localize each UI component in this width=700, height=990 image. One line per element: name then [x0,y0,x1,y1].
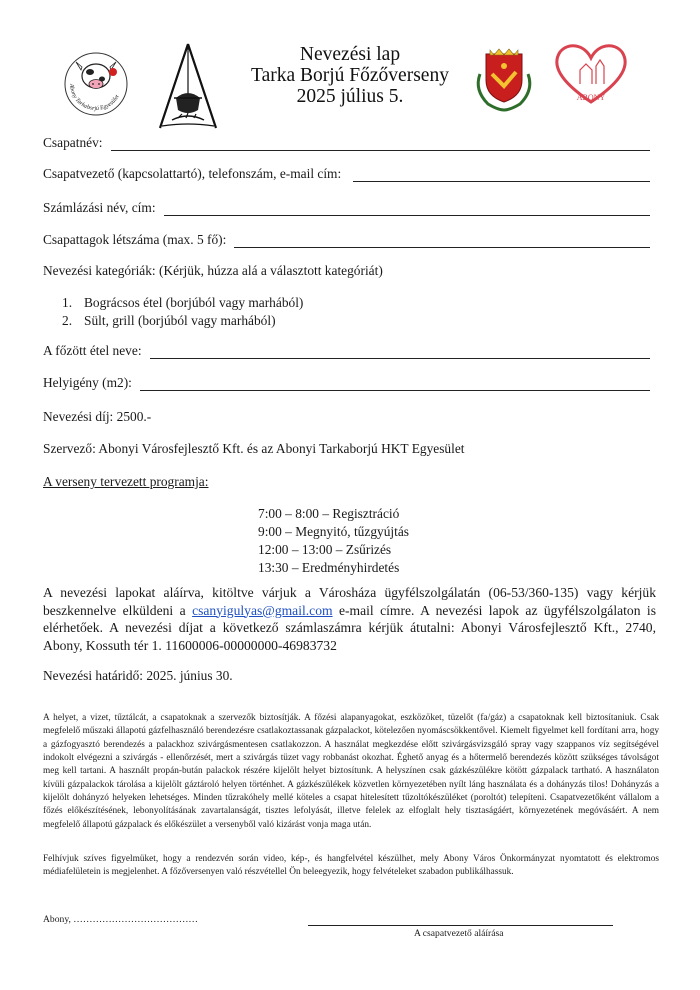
coat-of-arms-icon [472,44,536,112]
team-name-label: Csapatnév: [43,135,103,150]
submission-paragraph [43,584,656,654]
schedule-item: 9:00 – Megnyitó, tűzgyújtás [258,524,410,539]
organizer-text: Szervező: Abonyi Városfejlesztő Kft. és az Abonyi Tarkaborjú HKT Egyesület [43,441,465,456]
email-link[interactable]: csanyigulyas@gmail.com [192,602,333,618]
billing-field[interactable] [43,200,650,216]
space-line[interactable] [140,378,650,391]
list-item[interactable]: 2. Sült, grill (borjúból vagy marhából) [62,313,276,328]
submission-text-1: A nevezési lapokat aláírva, kitöltve várjuk a Városháza ügyfélszolgálatán (06-53/360-135) vagy kérjük beszkennelve elküldeni a [43,585,656,618]
abony-coat-of-arms [472,44,536,112]
dish-label: A főzött étel neve: [43,343,142,358]
logo-left-text: Abony Tarkaborjú Egyesület [67,83,121,113]
space-label: Helyigény (m2): [43,375,132,390]
page-title [210,44,490,107]
billing-label: Számlázási név, cím: [43,200,156,215]
cow-logo-icon [62,50,130,118]
title-line-3: 2025 július 5. [296,86,404,107]
abony-heart-logo [548,40,634,106]
space-field[interactable] [43,375,650,391]
logo-right-text: ABONY [576,93,606,102]
team-name-field[interactable] [43,135,650,151]
signature-line[interactable] [308,925,613,926]
leader-field[interactable] [43,166,650,182]
dish-line[interactable] [150,346,650,359]
tarkaborju-logo [62,50,130,118]
categories-intro: Nevezési kategóriák: (Kérjük, húzza alá a választott kategóriát) [43,263,383,278]
schedule-item: 13:30 – Eredményhirdetés [258,560,400,575]
heart-icon [548,40,634,106]
title-line-2: Tarka Borjú Főzőverseny [251,65,449,86]
signature-label: A csapatvezető aláírása [414,928,504,939]
signature-place: Abony, ………………………………… [43,914,199,925]
category-list [62,294,303,330]
leader-line[interactable] [353,169,650,182]
program-heading: A verseny tervezett programja: [43,474,209,489]
schedule-item: 12:00 – 13:00 – Zsűrizés [258,542,392,557]
title-line-1: Nevezési lap [299,44,401,65]
members-line[interactable] [234,235,650,248]
dish-field[interactable] [43,343,650,359]
submission-text-2: e-mail címre. A nevezési lapok az ügyfélszolgálaton is elérhetőek. A nevezési díjat a következő számlaszámra kérjük átutalni: Abonyi Városfejlesztő Kft., 2740, Abony, Kossuth tér 1. 11600006-00000000-46983732 [43,602,656,653]
fee-text: Nevezési díj: 2500.- [43,409,152,424]
billing-line[interactable] [164,203,650,216]
list-item[interactable]: 1. Bográcsos étel (borjúból vagy marhából) [62,295,304,310]
media-paragraph: Felhívjuk szíves figyelmüket, hogy a rendezvén során video, kép-, és hangfelvétel készülhet, mely Abony Város Önkormányzat nyomtatott és elektromos médiafelületein is megjelenhet. A főzőversenyen való részvétellel Ön beleegyezik, hogy felvételeket szabadon publikálhassuk. [43,854,659,878]
team-name-line[interactable] [111,138,651,151]
program-schedule [258,505,409,577]
rules-paragraph: A helyet, a vizet, tűztálcát, a csapatoknak a szervezők biztosítják. A főzési alapanyagokat, eszközöket, tüzelőt (fa/gáz) a csapatoknak kell biztosítaniuk. Csak megfelelő műszaki állapotú gázfelhasználó berendezésre csatlakoztassanak gázpalackot, kötelezően nyomáscsökkentővel. Kiemelt figyelmet kell fordítani arra, hogy a gázfogyasztó berendezés a palackhoz szivárgásmentesen csatlakozzon. A használat megkezdése előtt szivárgásvizsgáló spray vagy szappanos víz segítségével indokolt elvégezni a szivárgás - ellenőrzését, mert a szivárgás tüzet vagy robbanást okozhat. Éghető anyag és a hőtermelő berendezés között szükséges távolságot meg kell tartani. A használt propán-bután palackok részére kijelölt helyet biztosítunk. A helyszínen csak gázkészülékre kötött gázpalack tartható. A használaton kívüli gázpalackok tárolása a kijelölt gáztároló helyen történhet. A gázkészülékek közvetlen környezetében nyílt láng használata és a dohányzás tilos! Dohányzás a kijelölt dohányzó helyeken lehetséges. Minden tűzrakóhely mellé köteles a csapat hitelesített tűzoltókészüléket (poroltót) telepíteni. Csapatvezetőként vállalom a főzés előkészítésének, lebonyolításának zavartalanságát, tisztes lefolyását, illetve felelek az elfoglalt hely tisztaságáért, környezetének megóvásáért. A nem megfelelő állapotú gázpalack és előkészület a versenyből való kizárást vonja maga után. [43,713,659,830]
members-label: Csapattagok létszáma (max. 5 fő): [43,232,227,247]
members-field[interactable] [43,232,650,248]
deadline-text: Nevezési határidő: 2025. június 30. [43,668,233,683]
leader-label: Csapatvezető (kapcsolattartó), telefonszám, e-mail cím: [43,166,342,181]
schedule-item: 7:00 – 8:00 – Regisztráció [258,506,400,521]
